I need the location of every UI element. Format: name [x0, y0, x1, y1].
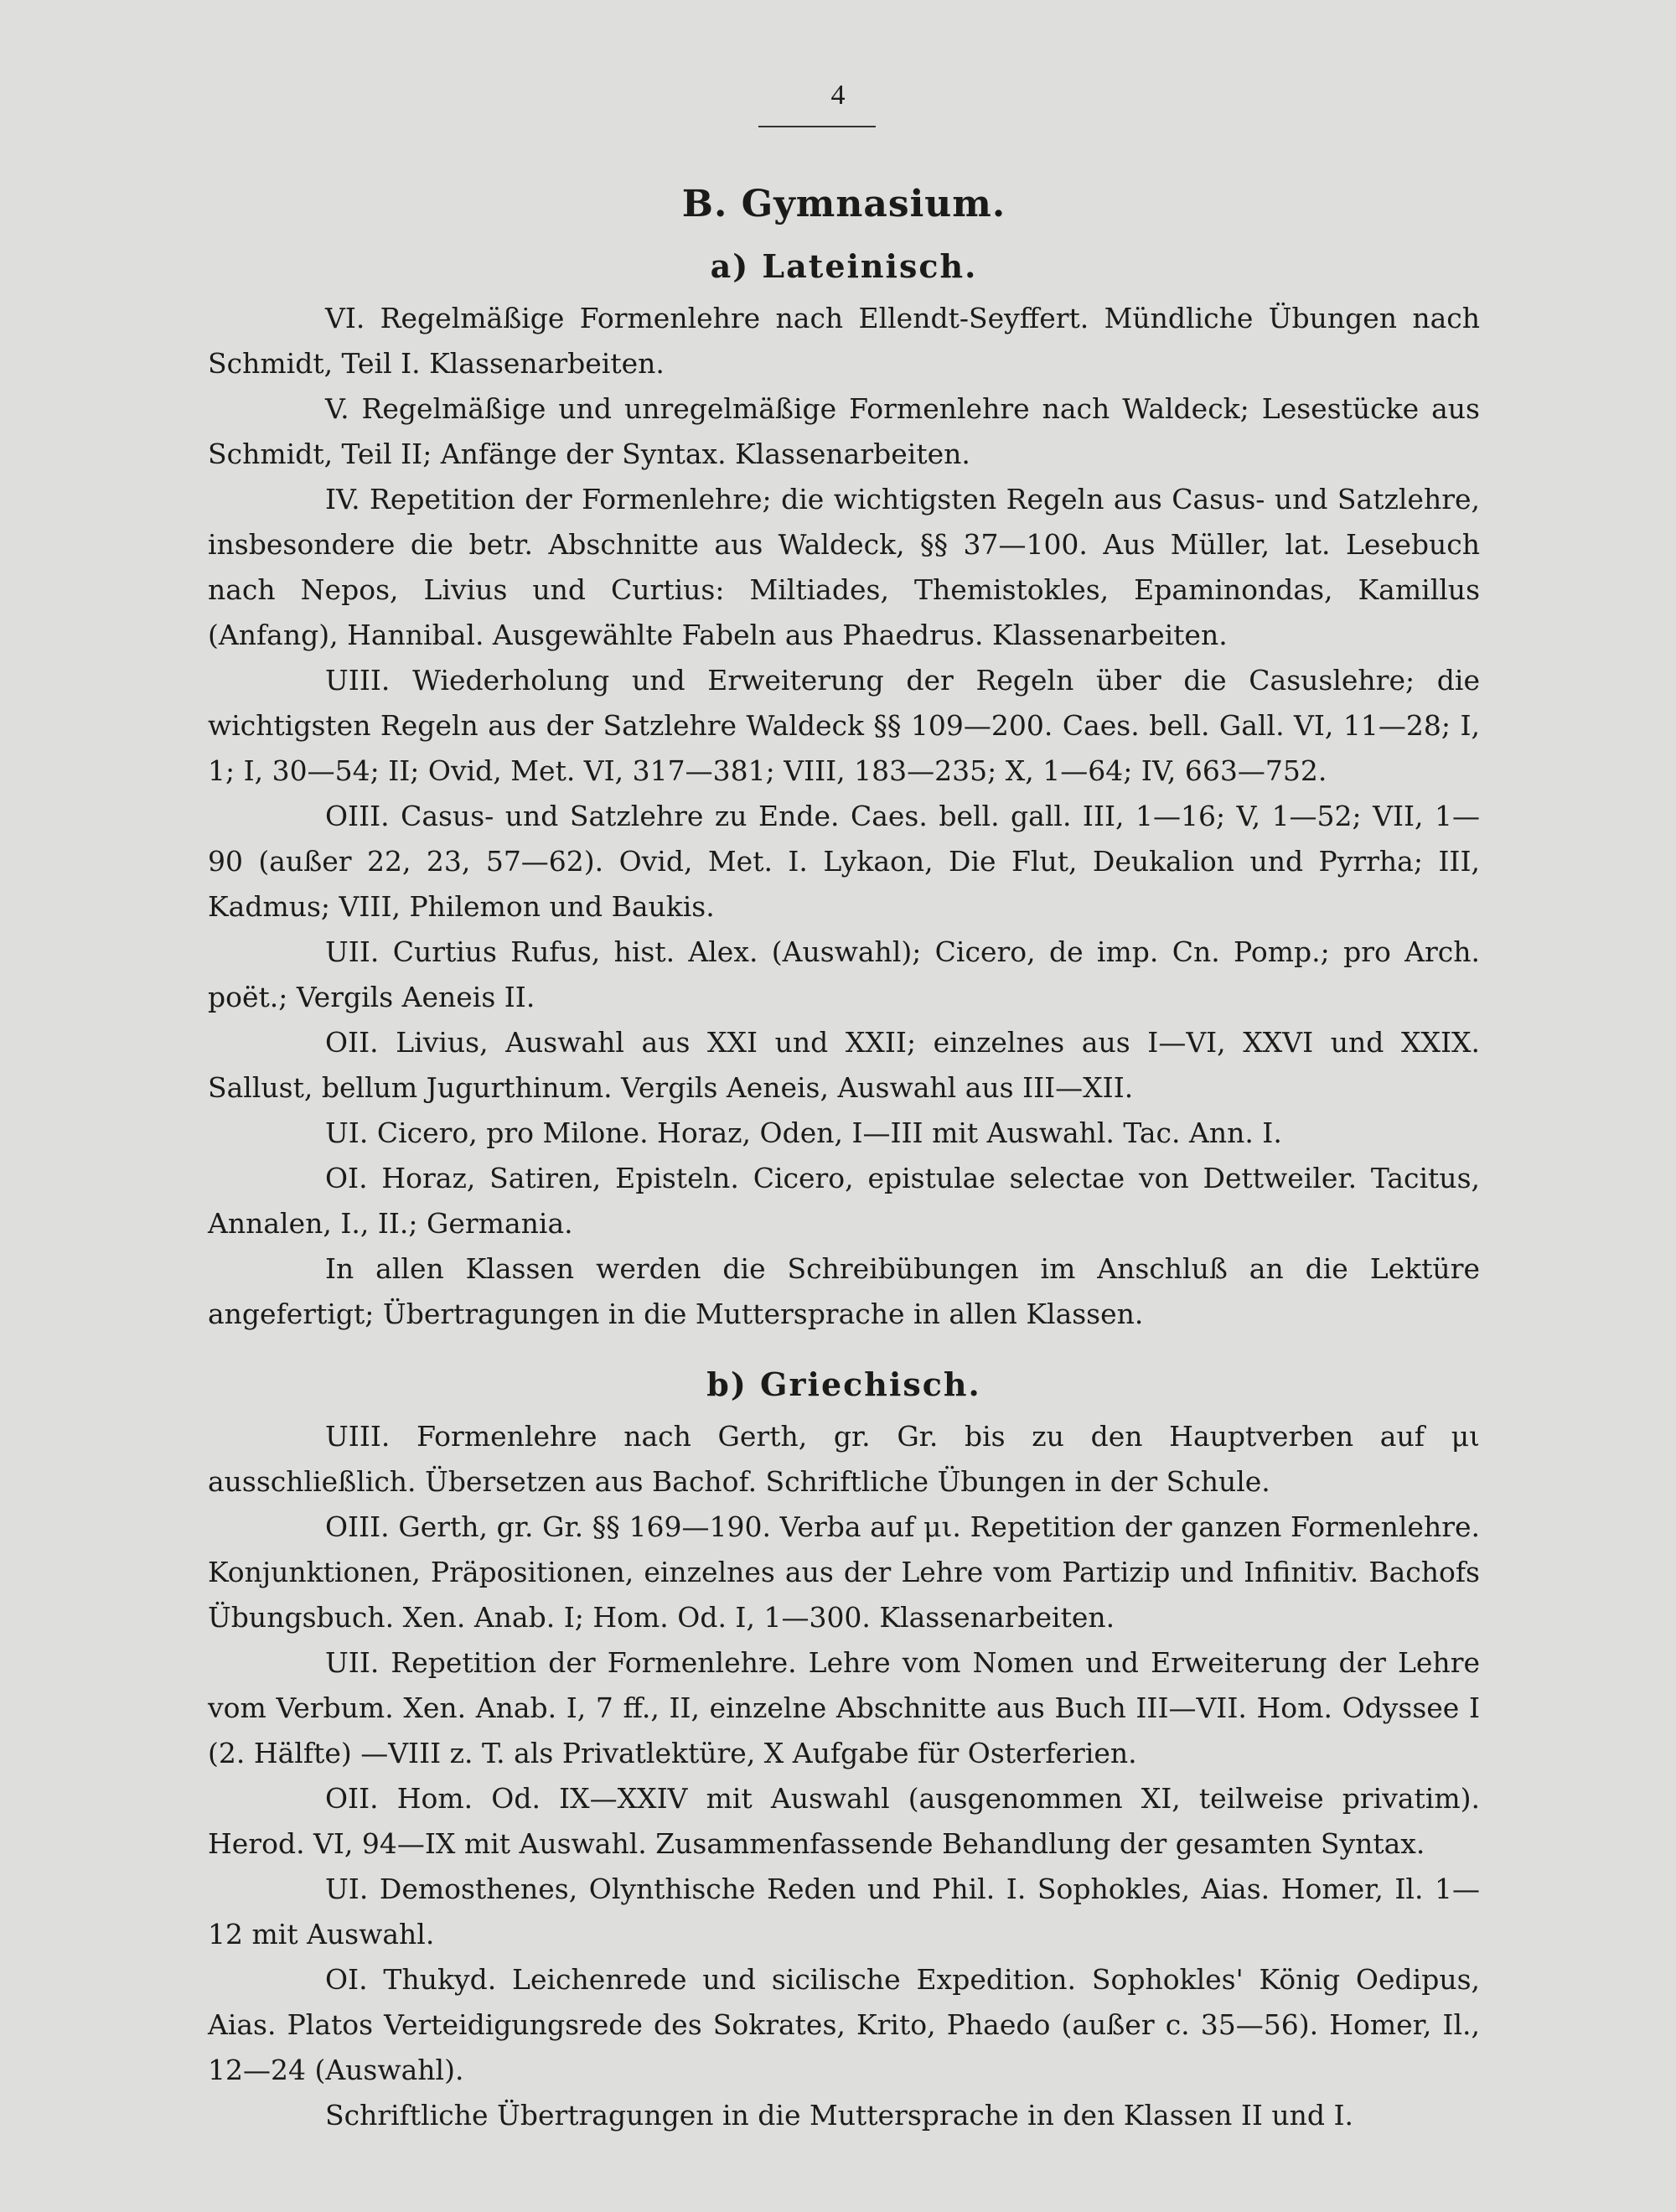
paragraph-latin-oi: OI. Horaz, Satiren, Episteln. Cicero, epistulae selectae von Dettweiler. Tacitus, Annalen, I., II.; Germania. — [208, 1162, 1480, 1240]
subsection-title-latin: a) Lateinisch. — [710, 247, 978, 285]
header-rule — [758, 126, 876, 127]
subsection-title-greek: b) Griechisch. — [706, 1365, 981, 1403]
paragraph-greek-oi: OI. Thukyd. Leichenrede und sicilische Expedition. Sophokles' König Oedipus, Aias. Platos Verteidigungsrede des Sokrates, Krito, Phaedo (außer c. 35—56). Homer, Il., 12—24 (Auswahl). — [208, 1963, 1480, 2086]
paragraph-latin-oiii: OIII. Casus- und Satzlehre zu Ende. Caes. bell. gall. III, 1—16; V, 1—52; VII, 1—90 (außer 22, 23, 57—62). Ovid, Met. I. Lykaon, Die Flut, Deukalion und Pyrrha; III, Kadmus; VIII, Philemon und Baukis. — [208, 800, 1480, 923]
paragraph-latin-note: In allen Klassen werden die Schreibübungen im Anschluß an die Lektüre angefertigt; Übertragungen in die Muttersprache in allen Klassen. — [208, 1252, 1480, 1330]
paragraph-greek-uii: UII. Repetition der Formenlehre. Lehre vom Nomen und Erweiterung der Lehre vom Verbum. Xen. Anab. I, 7 ff., II, einzelne Abschnitte aus Buch III—VII. Hom. Odyssee I (2. Hälfte) —VIII z. T. als Privatlektüre, X Aufgabe für Osterferien. — [208, 1646, 1480, 1769]
paragraph-latin-uiii: UIII. Wiederholung und Erweiterung der Regeln über die Casuslehre; die wichtigsten Regeln aus der Satzlehre Waldeck §§ 109—200. Caes. bell. Gall. VI, 11—28; I, 1; I, 30—54; II; Ovid, Met. VI, 317—381; VIII, 183—235; X, 1—64; IV, 663—752. — [208, 664, 1480, 787]
paragraph-latin-oii: OII. Livius, Auswahl aus XXI und XXII; einzelnes aus I—VI, XXVI und XXIX. Sallust, bellum Jugurthinum. Vergils Aeneis, Auswahl aus III—XII. — [208, 1026, 1480, 1104]
paragraph-latin-vi: VI. Regelmäßige Formenlehre nach Ellendt-Seyffert. Mündliche Übungen nach Schmidt, Teil I. Klassenarbeiten. — [208, 302, 1480, 380]
paragraph-greek-oii: OII. Hom. Od. IX—XXIV mit Auswahl (ausgenommen XI, teilweise privatim). Herod. VI, 94—IX mit Auswahl. Zusammenfassende Behandlung der gesamten Syntax. — [208, 1782, 1480, 1860]
spacer — [208, 1337, 1480, 1355]
body-text — [208, 172, 1480, 2138]
paragraph-greek-note: Schriftliche Übertragungen in die Muttersprache in den Klassen II und I. — [325, 2099, 1354, 2132]
paragraph-latin-iv: IV. Repetition der Formenlehre; die wichtigsten Regeln aus Casus- und Satzlehre, insbesondere die betr. Abschnitte aus Waldeck, §§ 37—100. Aus Müller, lat. Lesebuch nach Nepos, Livius und Curtius: Miltiades, Themistokles, Epaminondas, Kamillus (Anfang), Hannibal. Ausgewählte Fabeln aus Phaedrus. Klassenarbeiten. — [208, 483, 1480, 651]
section-title: B. Gymnasium. — [681, 183, 1006, 225]
paragraph-greek-ui: UI. Demosthenes, Olynthische Reden und Phil. I. Sophokles, Aias. Homer, Il. 1—12 mit Auswahl. — [208, 1873, 1480, 1950]
paragraph-latin-v: V. Regelmäßige und unregelmäßige Formenlehre nach Waldeck; Lesestücke aus Schmidt, Teil II; Anfänge der Syntax. Klassenarbeiten. — [208, 392, 1480, 470]
paragraph-greek-uiii: UIII. Formenlehre nach Gerth, gr. Gr. bis zu den Hauptverben auf μι ausschließlich. Übersetzen aus Bachof. Schriftliche Übungen in der Schule. — [208, 1420, 1480, 1498]
paragraph-greek-oiii: OIII. Gerth, gr. Gr. §§ 169—190. Verba auf μι. Repetition der ganzen Formenlehre. Konjunktionen, Präpositionen, einzelnes aus der Lehre vom Partizip und Infinitiv. Bachofs Übungsbuch. Xen. Anab. I; Hom. Od. I, 1—300. Klassenarbeiten. — [208, 1510, 1480, 1634]
paragraph-latin-ui: UI. Cicero, pro Milone. Horaz, Oden, I—III mit Auswahl. Tac. Ann. I. — [325, 1116, 1282, 1149]
page-number: 4 — [830, 80, 846, 111]
paragraph-latin-uii: UII. Curtius Rufus, hist. Alex. (Auswahl); Cicero, de imp. Cn. Pomp.; pro Arch. poët.; Vergils Aeneis II. — [208, 935, 1480, 1013]
